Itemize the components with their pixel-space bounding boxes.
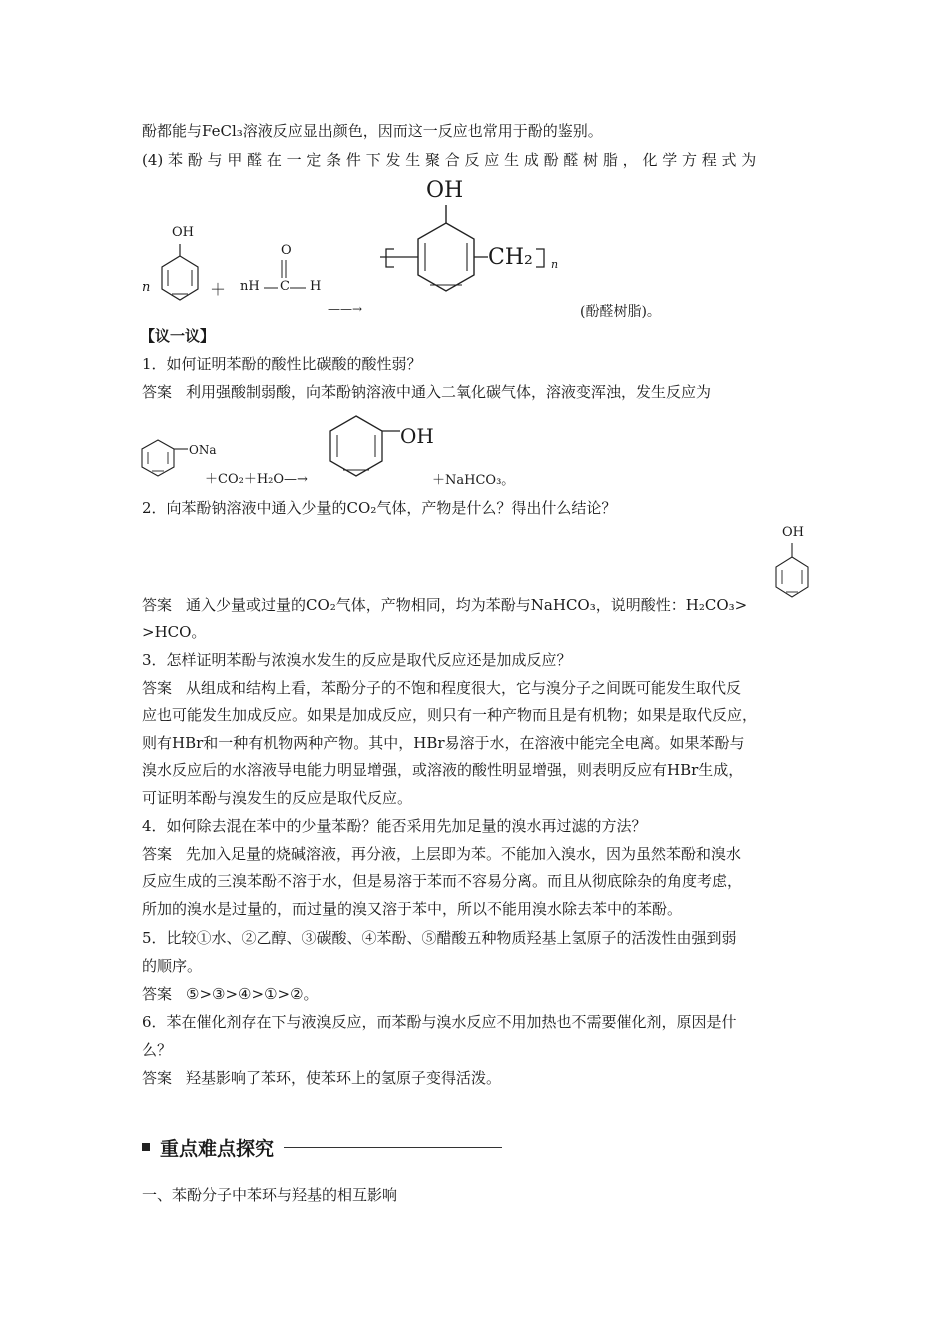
q1-question: 1．如何证明苯酚的酸性比碳酸的酸性弱？ bbox=[142, 355, 422, 373]
q4-answer-line bbox=[142, 843, 741, 865]
q4-answer-line: 所加的溴水是过量的，而过量的溴又溶于苯中，所以不能用溴水除去苯中的苯酚。 bbox=[142, 900, 683, 918]
q2-phenol-oh: OH bbox=[782, 525, 804, 540]
resin-ch2: CH₂ bbox=[488, 245, 533, 270]
q2-phenol-ring-icon bbox=[770, 543, 810, 609]
reaction-arrow: ——→ bbox=[328, 302, 363, 316]
q3-answer-line: 可证明苯酚与溴发生的反应是取代反应。 bbox=[142, 789, 413, 807]
q5-answer-text: ⑤>③>④>①>②。 bbox=[186, 985, 319, 1003]
q6-question-line: 6．苯在催化剂存在下与液溴反应，而苯酚与溴水反应不用加热也不需要催化剂，原因是什 bbox=[142, 1013, 737, 1031]
q3-answer-line: 则有HBr和一种有机物两种产物。其中，HBr易溶于水，在溶液中能完全电离。如果苯酚与 bbox=[142, 734, 745, 752]
q3-answer-line bbox=[142, 677, 741, 699]
phenol-product-ring-icon bbox=[326, 412, 406, 488]
formaldehyde-h: H bbox=[310, 279, 322, 294]
sodium-phenoxide-ring-icon bbox=[140, 438, 190, 482]
q3-question: 3．怎样证明苯酚与浓溴水发生的反应是取代反应还是加成反应？ bbox=[142, 651, 572, 669]
formaldehyde-nh: nH bbox=[240, 279, 260, 294]
formaldehyde-o: O bbox=[281, 243, 292, 258]
q2-answer-text: 通入少量或过量的CO₂气体，产物相同，均为苯酚与NaHCO₃，说明酸性：H₂CO₃> bbox=[186, 596, 748, 614]
q3-answer-line: 应也可能发生加成反应。如果是加成反应，则只有一种产物而且是有机物；如果是取代反应， bbox=[142, 706, 758, 724]
answer-label: 答案 bbox=[142, 383, 173, 401]
subsection-title: 一、苯酚分子中苯环与羟基的相互影响 bbox=[142, 1186, 398, 1204]
q6-answer bbox=[142, 1067, 501, 1089]
q2-answer-2: >HCO。 bbox=[142, 623, 207, 641]
plus-sign: ＋ bbox=[210, 280, 227, 299]
coefficient-n: n bbox=[142, 280, 151, 295]
q2-question: 2．向苯酚钠溶液中通入少量的CO₂气体，产物是什么？得出什么结论？ bbox=[142, 499, 617, 517]
q2-answer bbox=[142, 594, 747, 616]
reaction2-middle: ＋CO₂＋H₂O—→ bbox=[205, 472, 308, 487]
q3-answer-line: 溴水反应后的水溶液导电能力明显增强，或溶液的酸性明显增强，则表明反应有HBr生成， bbox=[142, 761, 744, 779]
answer-label: 答案 bbox=[142, 596, 173, 614]
section-title: 重点难点探究 bbox=[160, 1137, 275, 1160]
ona-label: ONa bbox=[189, 443, 217, 457]
q5-answer bbox=[142, 983, 319, 1005]
intro-line-2: (4) 苯 酚 与 甲 醛 在 一 定 条 件 下 发 生 聚 合 反 应 生 成 酚 醛 树 脂 ， 化 学 方 程 式 为 bbox=[142, 151, 757, 169]
section-heading bbox=[142, 1132, 502, 1162]
resin-oh-label: OH bbox=[426, 178, 464, 203]
section-rule bbox=[284, 1147, 502, 1148]
square-bullet-icon bbox=[142, 1143, 150, 1151]
q4-answer-text: 先加入足量的烧碱溶液，再分液，上层即为苯。不能加入溴水，因为虽然苯酚和溴水 bbox=[186, 845, 742, 863]
q3-answer-text: 从组成和结构上看，苯酚分子的不饱和程度很大，它与溴分子之间既可能发生取代反 bbox=[186, 679, 742, 697]
phenol-oh-label: OH bbox=[172, 225, 194, 240]
q4-answer-line: 反应生成的三溴苯酚不溶于水，但是易溶于苯而不容易分离。而且从彻底除杂的角度考虑， bbox=[142, 872, 743, 890]
answer-label: 答案 bbox=[142, 1069, 173, 1087]
resin-subscript-n: n bbox=[551, 258, 559, 271]
answer-label: 答案 bbox=[142, 985, 173, 1003]
answer-label: 答案 bbox=[142, 845, 173, 863]
q4-question: 4．如何除去混在苯中的少量苯酚？能否采用先加足量的溴水再过滤的方法？ bbox=[142, 817, 647, 835]
phenol-ring-icon bbox=[158, 244, 202, 306]
resin-structure-icon bbox=[378, 205, 578, 315]
intro-line-1: 酚都能与FeCl₃溶液反应显出颜色，因而这一反应也常用于酚的鉴别。 bbox=[142, 122, 603, 140]
resin-name: (酚醛树脂)。 bbox=[580, 304, 661, 320]
q6-question-line: 么？ bbox=[142, 1041, 173, 1059]
reaction2-end: ＋NaHCO₃。 bbox=[432, 473, 515, 488]
q5-question-line: 5．比较①水、②乙醇、③碳酸、④苯酚、⑤醋酸五种物质羟基上氢原子的活泼性由强到弱 bbox=[142, 929, 737, 947]
formaldehyde-c: C bbox=[280, 279, 290, 294]
discuss-header: 【议一议】 bbox=[140, 327, 216, 345]
q1-answer bbox=[142, 381, 711, 403]
answer-label: 答案 bbox=[142, 679, 173, 697]
phenol-oh-label-2: OH bbox=[400, 424, 434, 448]
q5-question-line: 的顺序。 bbox=[142, 957, 203, 975]
q1-answer-text: 利用强酸制弱酸，向苯酚钠溶液中通入二氧化碳气体，溶液变浑浊，发生反应为 bbox=[186, 383, 712, 401]
q6-answer-text: 羟基影响了苯环，使苯环上的氢原子变得活泼。 bbox=[186, 1069, 502, 1087]
